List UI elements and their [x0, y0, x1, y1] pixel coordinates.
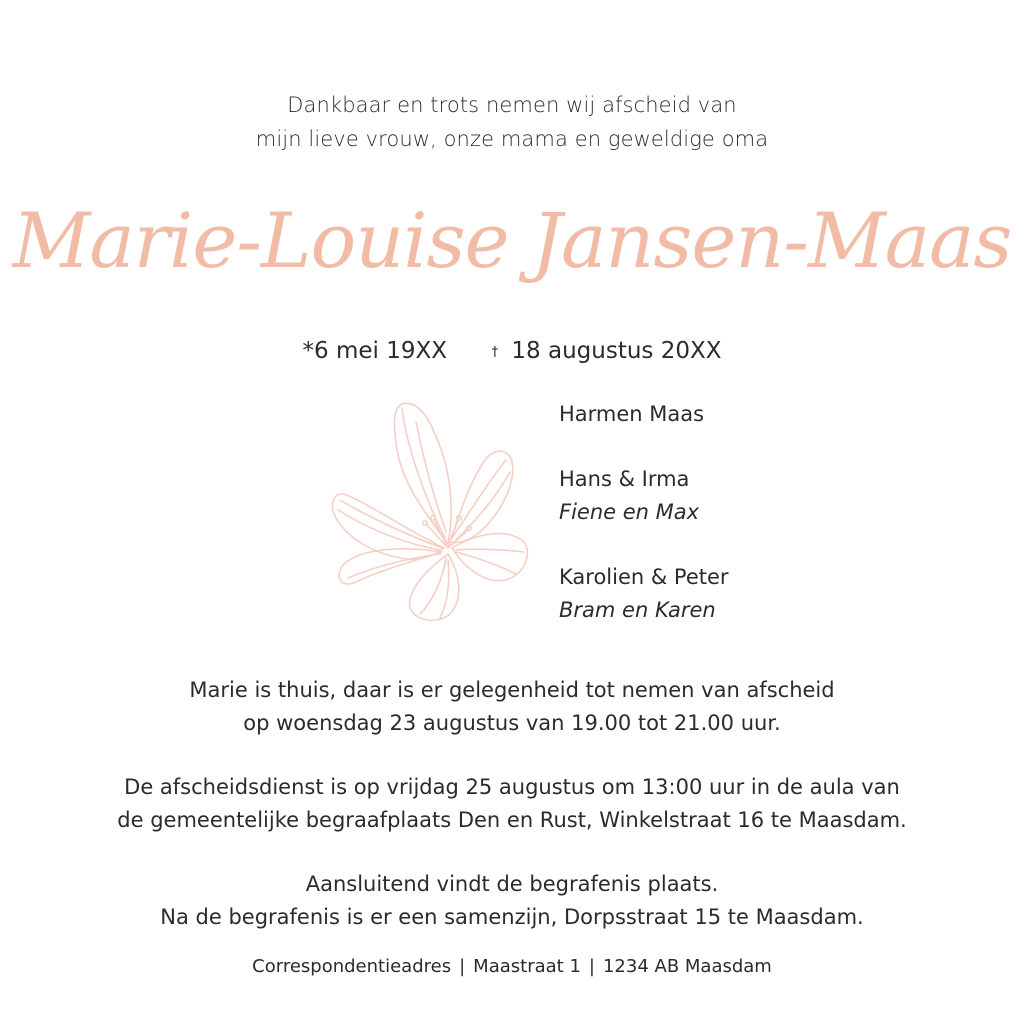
service-paragraph [0, 771, 1024, 837]
family-group [559, 463, 729, 529]
cross-symbol: † [491, 345, 499, 360]
family-children: Fiene en Max [559, 500, 700, 524]
partner-group [559, 398, 729, 431]
address-label: Correspondentieadres [252, 956, 452, 977]
address-separator: | [459, 956, 466, 977]
intro-line-2: mijn lieve vrouw, onze mama en geweldige oma [255, 127, 769, 151]
birth-date: *6 mei 19XX [302, 338, 447, 364]
life-dates [0, 334, 1024, 368]
partner-name: Harmen Maas [559, 402, 705, 426]
correspondence-address [0, 953, 1024, 981]
intro-line-1: Dankbaar en trots nemen wij afscheid van [287, 93, 737, 117]
visitation-paragraph [0, 674, 1024, 740]
family-group [559, 561, 729, 627]
service-line-2: de gemeentelijke begraafplaats Den en Rust, Winkelstraat 16 te Maasdam. [117, 808, 907, 832]
intro-text [0, 88, 1024, 156]
burial-line-2: Na de begrafenis is er een samenzijn, Dorpsstraat 15 te Maasdam. [160, 905, 864, 929]
family-parents: Karolien & Peter [559, 565, 729, 589]
address-separator: | [588, 956, 595, 977]
address-postal: 1234 AB Maasdam [602, 956, 772, 977]
address-street: Maastraat 1 [473, 956, 581, 977]
burial-paragraph [0, 868, 1024, 934]
burial-line-1: Aansluitend vindt de begrafenis plaats. [305, 872, 719, 896]
death-date: 18 augustus 20XX [511, 338, 722, 364]
visitation-line-2: op woensdag 23 augustus van 19.00 tot 21.00 uur. [243, 711, 781, 735]
service-line-1: De afscheidsdienst is op vrijdag 25 augustus om 13:00 uur in de aula van [124, 775, 900, 799]
visitation-line-1: Marie is thuis, daar is er gelegenheid tot nemen van afscheid [189, 678, 835, 702]
family-parents: Hans & Irma [559, 467, 690, 491]
family-children: Bram en Karen [559, 598, 716, 622]
deceased-name: Marie-Louise Jansen-Maas [12, 196, 1012, 285]
flower-illustration-icon [330, 402, 532, 624]
family-list [559, 398, 729, 659]
